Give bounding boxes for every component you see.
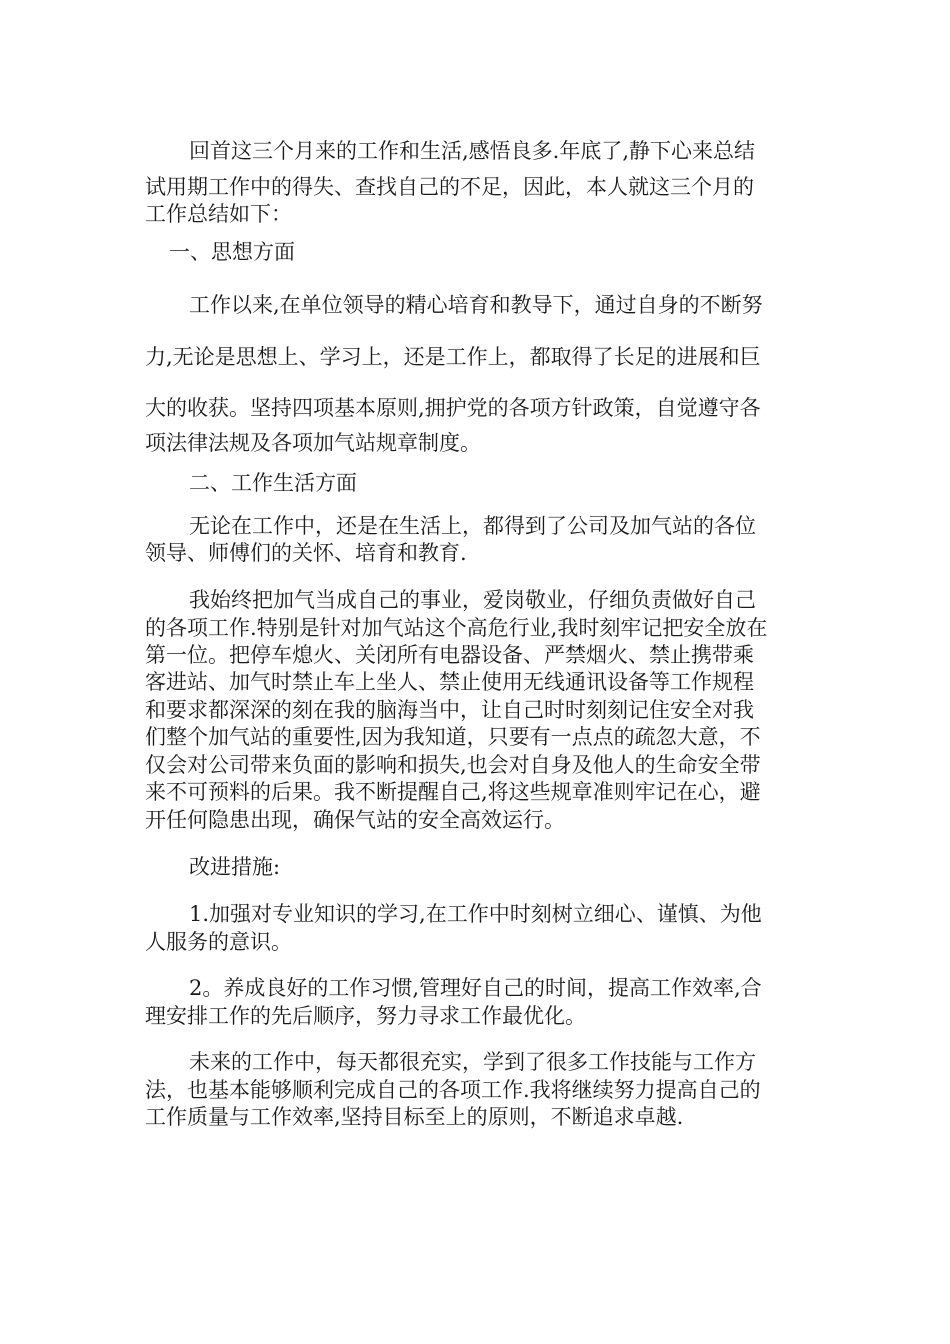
measure-2-line-2: 理安排工作的先后顺序，努力寻求工作最优化。 <box>145 1004 586 1028</box>
safety-line-3: 第一位。把停车熄火、关闭所有电器设备、严禁烟火、禁止携带乘 <box>145 643 754 667</box>
measure-1-line-1: 1.加强对专业知识的学习,在工作中时刻树立细心、谨慎、为他 <box>189 902 762 926</box>
future-line-2: 法，也基本能够顺利完成自己的各项工作.我将继续努力提高自己的 <box>145 1078 761 1102</box>
safety-line-9: 开任何隐患出现，确保气站的安全高效运行。 <box>145 808 565 832</box>
section-heading-thought: 一、思想方面 <box>169 240 295 264</box>
safety-line-2: 的各项工作.特别是针对加气站这个高危行业,我时刻牢记把安全放在 <box>145 616 768 640</box>
measure-1-line-2: 人服务的意识。 <box>145 930 292 954</box>
future-line-1: 未来的工作中，每天都很充实，学到了很多工作技能与工作方 <box>189 1050 756 1074</box>
intro-line-1: 回首这三个月来的工作和生活,感悟良多.年底了,静下心来总结 <box>189 139 756 163</box>
care-line-2: 领导、师傅们的关怀、培育和教育. <box>145 541 467 565</box>
thought-line-4: 项法律法规及各项加气站规章制度。 <box>145 431 481 455</box>
safety-line-7: 仅会对公司带来负面的影响和损失,也会对自身及他人的生命安全带 <box>145 753 761 777</box>
safety-line-1: 我始终把加气当成自己的事业，爱岗敬业，仔细负责做好自己 <box>189 588 756 612</box>
safety-line-8: 来不可预料的后果。我不断提醒自己,将这些规章准则牢记在心，避 <box>145 780 761 804</box>
measure-2-line-1: 2。养成良好的工作习惯,管理好自己的时间，提高工作效率,合 <box>189 976 762 1000</box>
measures-heading: 改进措施: <box>189 855 281 879</box>
thought-line-1: 工作以来,在单位领导的精心培育和教导下，通过自身的不断努 <box>189 293 763 317</box>
thought-line-3: 大的收获。坚持四项基本原则,拥护党的各项方针政策，自觉遵守各 <box>145 396 761 420</box>
future-line-3: 工作质量与工作效率,坚持目标至上的原则，不断追求卓越. <box>145 1105 684 1129</box>
intro-line-3: 工作总结如下： <box>145 202 292 226</box>
safety-line-4: 客进站、加气时禁止车上坐人、禁止使用无线通讯设备等工作规程 <box>145 670 754 694</box>
thought-line-2: 力,无论是思想上、学习上，还是工作上，都取得了长足的进展和巨 <box>145 345 761 369</box>
intro-line-2: 试用期工作中的得失、查找自己的不足，因此，本人就这三个月的 <box>145 175 754 199</box>
safety-line-5: 和要求都深深的刻在我的脑海当中，让自己时时刻刻记住安全对我 <box>145 698 754 722</box>
safety-line-6: 们整个加气站的重要性,因为我知道，只要有一点点的疏忽大意，不 <box>145 725 761 749</box>
care-line-1: 无论在工作中，还是在生活上，都得到了公司及加气站的各位 <box>189 514 756 538</box>
section-heading-work-life: 二、工作生活方面 <box>189 471 357 495</box>
